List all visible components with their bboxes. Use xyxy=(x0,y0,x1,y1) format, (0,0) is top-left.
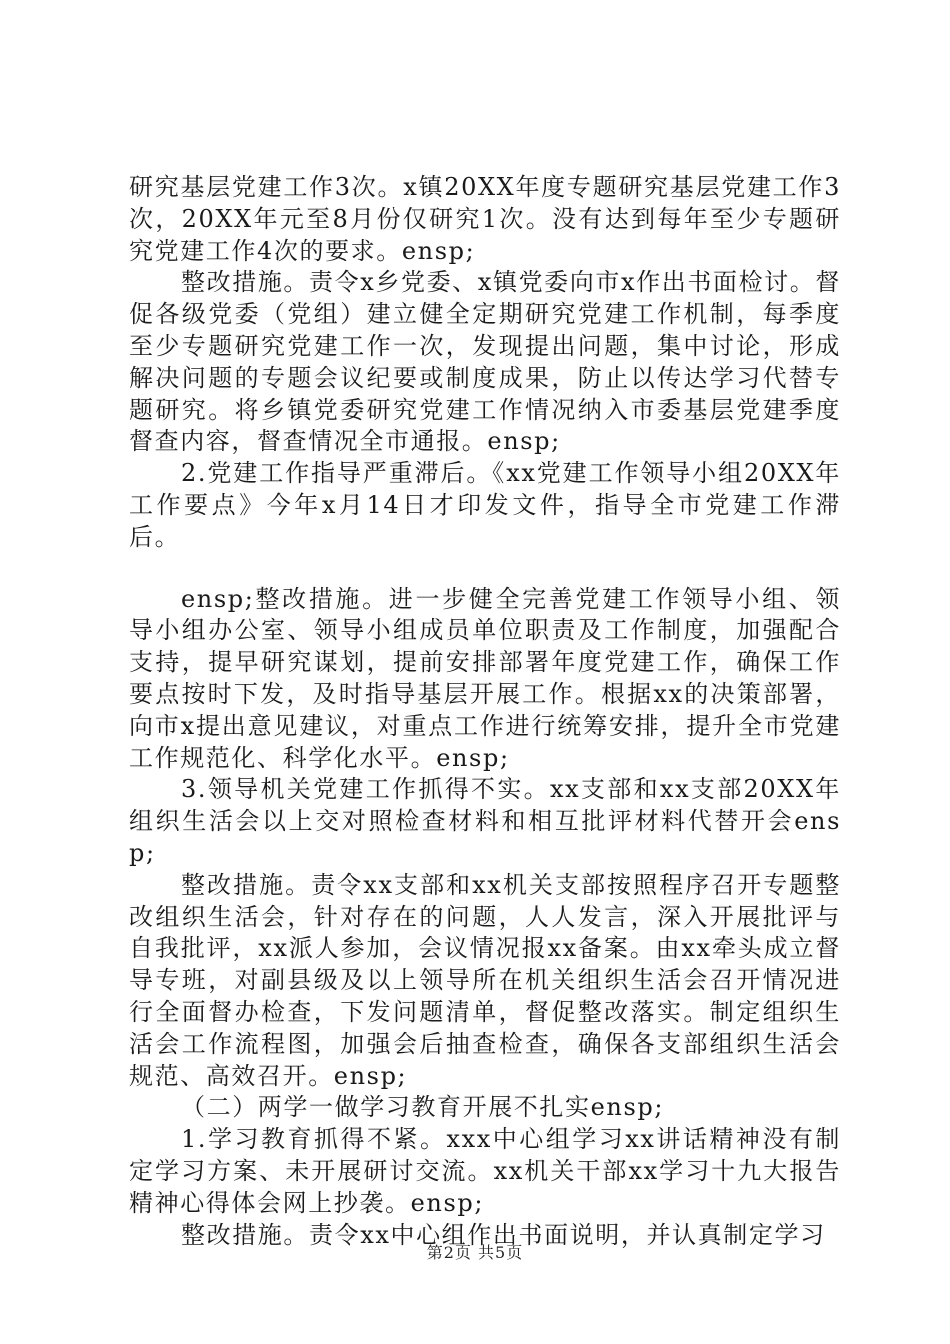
paragraph-6: 整改措施。责令xx支部和xx机关支部按照程序召开专题整改组织生活会，针对存在的问题，人人发言，深入开展批评与自我批评，xx派人参加，会议情况报xx备案。由xx牵头成立督导专班，对副县级及以上领导所在机关组织生活会召开情况进行全面督办检查，下发问题清单，督促整改落实。制定组织生活会工作流程图，加强会后抽查检查，确保各支部组织生活会规范、高效召开。ensp; xyxy=(129,870,841,1090)
paragraph-2: 整改措施。责令x乡党委、x镇党委向市x作出书面检讨。督促各级党委（党组）建立健全定期研究党建工作机制，每季度至少专题研究党建工作一次，发现提出问题，集中讨论，形成解决问题的专题会议纪要或制度成果，防止以传达学习代替专题研究。将乡镇党委研究党建工作情况纳入市委基层党建季度督查内容，督查情况全市通报。ensp; xyxy=(129,268,841,456)
paragraph-9: 整改措施。责令xx中心组作出书面说明，并认真制定学习 xyxy=(181,1220,826,1249)
paragraph-4: ensp;整改措施。进一步健全完善党建工作领导小组、领导小组办公室、领导小组成员单位职责及工作制度，加强配合支持，提早研究谋划，提前安排部署年度党建工作，确保工作要点按时下发，及时指导基层开展工作。根据xx的决策部署，向市x提出意见建议，对重点工作进行统筹安排，提升全市党建工作规范化、科学化水平。ensp; xyxy=(129,584,841,772)
document-body xyxy=(129,172,841,1251)
page-number-footer: 第2页 共5页 xyxy=(426,1243,524,1262)
paragraph-5: 3.领导机关党建工作抓得不实。xx支部和xx支部20XX年组织生活会以上交对照检查材料和相互批评材料代替开会ensp; xyxy=(129,775,841,867)
paragraph-3: 2.党建工作指导严重滞后。《xx党建工作领导小组20XX年工作要点》今年x月14日才印发文件，指导全市党建工作滞后。 xyxy=(129,459,841,551)
paragraph-7: （二）两学一做学习教育开展不扎实ensp; xyxy=(181,1093,665,1122)
paragraph-8: 1.学习教育抓得不紧。xxx中心组学习xx讲话精神没有制定学习方案、未开展研讨交流。xx机关干部xx学习十九大报告精神心得体会网上抄袭。ensp; xyxy=(129,1125,841,1217)
paragraph-1: 研究基层党建工作3次。x镇20XX年度专题研究基层党建工作3次，20XX年元至8月份仅研究1次。没有达到每年至少专题研究党建工作4次的要求。ensp; xyxy=(129,173,841,265)
